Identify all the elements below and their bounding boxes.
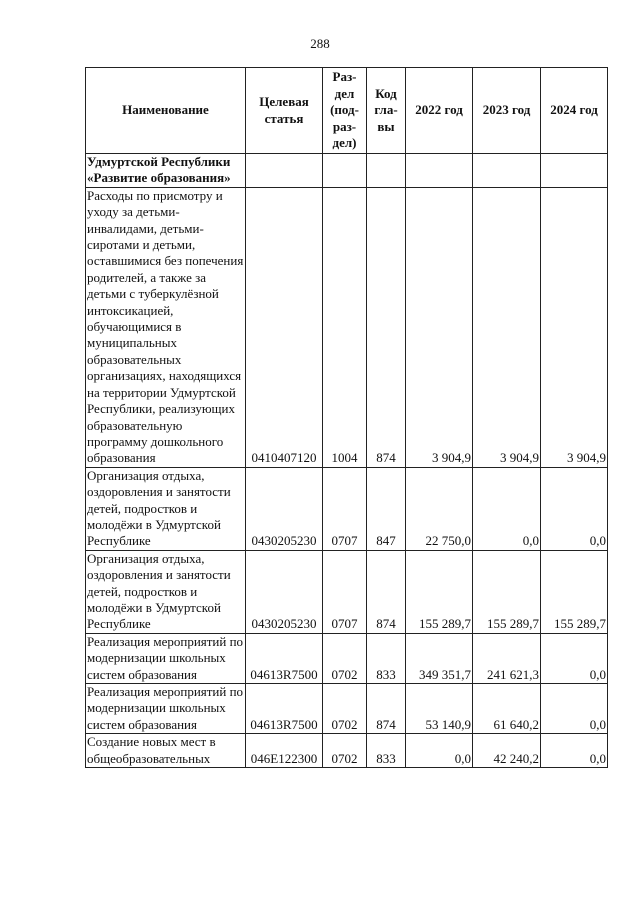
row-name: Реализация мероприятий по модернизации школьных систем образования [86, 684, 246, 734]
row-name: Организация отдыха, оздоровления и занятости детей, подростков и молодёжи в Удмуртской Республике [86, 467, 246, 550]
row-name: Расходы по присмотру и уходу за детьми-инвалидами, детьми-сиротами и детьми, оставшимися без попечения родителей, а также за детьми с туберкулёзной интоксикацией, обучающимися в муниципальных образовательных организациях, находящихся на территории Удмуртской Республики, реализующих образовательную программу дошкольного образования [86, 187, 246, 467]
table-header-row [86, 68, 608, 154]
row-chapter: 847 [367, 467, 406, 550]
row-2024: 0,0 [541, 633, 608, 683]
row-2022: 53 140,9 [406, 684, 473, 734]
row-section: 1004 [323, 187, 367, 467]
continuation-2024 [541, 154, 608, 188]
row-2024: 0,0 [541, 684, 608, 734]
row-2022: 3 904,9 [406, 187, 473, 467]
row-2024: 0,0 [541, 467, 608, 550]
row-section: 0702 [323, 684, 367, 734]
row-target: 0430205230 [246, 467, 323, 550]
continuation-target [246, 154, 323, 188]
row-chapter: 833 [367, 633, 406, 683]
row-target: 04613R7500 [246, 633, 323, 683]
row-target: 0410407120 [246, 187, 323, 467]
row-section: 0707 [323, 467, 367, 550]
table-row-continuation [86, 154, 608, 188]
page-number: 288 [310, 36, 330, 51]
row-section: 0702 [323, 734, 367, 768]
continuation-name: Удмуртской Республики «Развитие образования» [86, 154, 246, 188]
row-name: Реализация мероприятий по модернизации школьных систем образования [86, 633, 246, 683]
table-row [86, 550, 608, 633]
header-2022: 2022 год [406, 68, 473, 154]
row-2023: 61 640,2 [473, 684, 541, 734]
table-row [86, 187, 608, 467]
row-target: 046E122300 [246, 734, 323, 768]
row-2023: 3 904,9 [473, 187, 541, 467]
continuation-2023 [473, 154, 541, 188]
row-2022: 0,0 [406, 734, 473, 768]
row-2024: 0,0 [541, 734, 608, 768]
row-2022: 22 750,0 [406, 467, 473, 550]
header-name: Наименование [86, 68, 246, 154]
budget-table [85, 67, 608, 768]
row-chapter: 874 [367, 684, 406, 734]
row-target: 04613R7500 [246, 684, 323, 734]
row-name: Создание новых мест в общеобразовательных [86, 734, 246, 768]
row-chapter: 874 [367, 187, 406, 467]
header-2024: 2024 год [541, 68, 608, 154]
row-section: 0702 [323, 633, 367, 683]
row-chapter: 874 [367, 550, 406, 633]
row-chapter: 833 [367, 734, 406, 768]
row-2024: 3 904,9 [541, 187, 608, 467]
continuation-2022 [406, 154, 473, 188]
continuation-section [323, 154, 367, 188]
header-chapter: Код гла-вы [367, 68, 406, 154]
table-row [86, 684, 608, 734]
row-2023: 241 621,3 [473, 633, 541, 683]
row-2023: 155 289,7 [473, 550, 541, 633]
row-2022: 155 289,7 [406, 550, 473, 633]
row-target: 0430205230 [246, 550, 323, 633]
header-target: Целевая статья [246, 68, 323, 154]
header-2023: 2023 год [473, 68, 541, 154]
row-2023: 42 240,2 [473, 734, 541, 768]
row-name: Организация отдыха, оздоровления и занятости детей, подростков и молодёжи в Удмуртской Республике [86, 550, 246, 633]
header-section: Раз-дел (под-раз-дел) [323, 68, 367, 154]
row-2023: 0,0 [473, 467, 541, 550]
continuation-chapter [367, 154, 406, 188]
row-2024: 155 289,7 [541, 550, 608, 633]
table-row [86, 467, 608, 550]
table-row [86, 633, 608, 683]
table-row [86, 734, 608, 768]
row-section: 0707 [323, 550, 367, 633]
row-2022: 349 351,7 [406, 633, 473, 683]
